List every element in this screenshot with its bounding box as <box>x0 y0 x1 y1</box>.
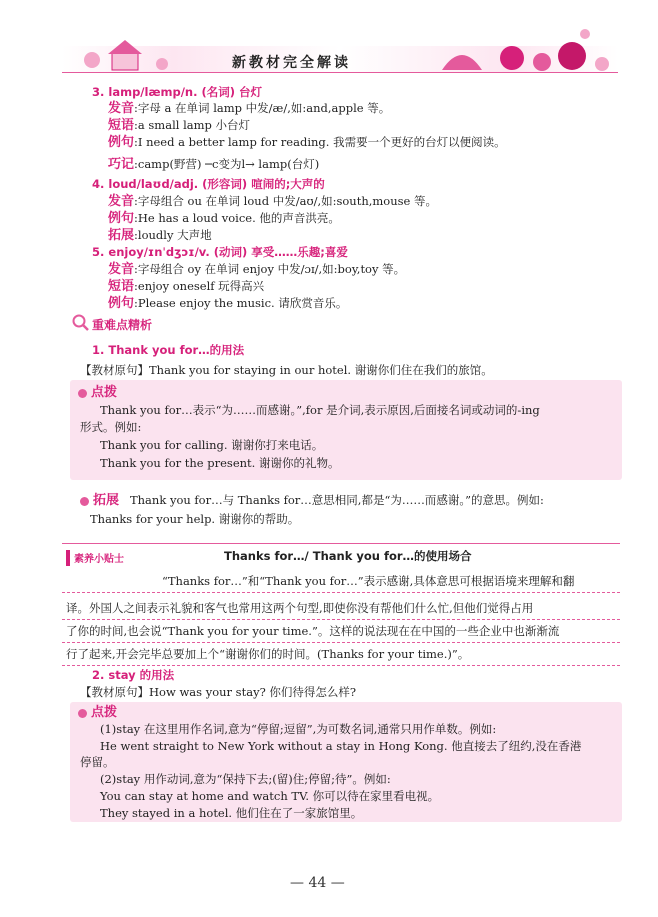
tip-line: (2)stay 用作动词,意为“保持下去;(留)住;停留;待”。例如: <box>100 772 391 786</box>
tip-line: Thank you for calling. 谢谢你打来电话。 <box>100 438 324 452</box>
vocab-line: 例句:Please enjoy the music. 请欣赏音乐。 <box>108 296 348 311</box>
tip-line: He went straight to New York without a stay in Hong Kong. 他直接去了纽约,没在香港 <box>100 739 582 753</box>
literacy-line: “Thanks for…”和“Thank you for…”表示感谢,具体意思可根据语境来理解和翻 <box>162 574 575 588</box>
dashed-rule <box>62 592 620 593</box>
point1-source: 【教材原句】Thank you for staying in our hotel. 谢谢你们住在我们的旅馆。 <box>80 363 493 377</box>
tip-box-2 <box>70 702 622 822</box>
ext-line-1: 拓展 Thank you for…与 Thanks for…意思相同,都是“为……而感谢。”的意思。例如: <box>80 492 544 509</box>
literacy-title: Thanks for…/ Thank you for…的使用场合 <box>224 549 472 563</box>
tip-line: (1)stay 在这里用作名词,意为“停留;逗留”,为可数名词,通常只用作单数。例如: <box>100 722 497 736</box>
point2-title: 2. stay 的用法 <box>92 668 175 682</box>
vocab-line: 例句:I need a better lamp for reading. 我需要一个更好的台灯以便阅读。 <box>108 135 506 150</box>
tip-label-1: 点拨 <box>78 384 117 401</box>
page-number: — 44 — <box>290 875 345 891</box>
literacy-badge: 素养小贴士 <box>66 550 132 566</box>
tip-label-2: 点拨 <box>78 704 117 721</box>
vocab-line: 巧记:camp(野营) ─c变为l→ lamp(台灯) <box>108 157 320 172</box>
tip-line: Thank you for…表示“为……而感谢。”,for 是介词,表示原因,后面接名词或动词的-ing <box>100 403 540 417</box>
vocab-line: 发音:字母 a 在单词 lamp 中发/æ/,如:and,apple 等。 <box>108 101 391 116</box>
point1-title: 1. Thank you for…的用法 <box>92 343 245 357</box>
dashed-rule <box>62 619 620 620</box>
vocab-line: 例句:He has a loud voice. 他的声音洪亮。 <box>108 211 340 226</box>
vocab-head-3: 3. lamp/læmp/n. (名词) 台灯 <box>92 85 262 99</box>
literacy-line: 了你的时间,也会说“Thank you for your time.”。这样的说法现在在中国的一些企业中也渐渐流 <box>66 624 560 638</box>
tip-line: Thank you for the present. 谢谢你的礼物。 <box>100 456 340 470</box>
tip-line: 形式。例如: <box>80 420 142 434</box>
literacy-line: 行了起来,开会完毕总要加上个“谢谢你们的时间。(Thanks for your time.)”。 <box>66 647 470 661</box>
tip-line: 停留。 <box>80 755 115 769</box>
vocab-line: 短语:enjoy oneself 玩得高兴 <box>108 279 265 294</box>
dashed-rule <box>62 665 620 666</box>
vocab-line: 发音:字母组合 ou 在单词 loud 中发/aʊ/,如:south,mouse 等。 <box>108 194 437 209</box>
vocab-head-4: 4. loud/laʊd/adj. (形容词) 喧闹的;大声的 <box>92 177 325 191</box>
vocab-head-5: 5. enjoy/ɪnˈdʒɔɪ/v. (动词) 享受……乐趣;喜爱 <box>92 245 348 259</box>
vocab-line: 拓展:loudly 大声地 <box>108 228 212 243</box>
point2-source: 【教材原句】How was your stay? 你们待得怎么样? <box>80 685 357 699</box>
vocab-line: 短语:a small lamp 小台灯 <box>108 118 251 133</box>
tip-line: They stayed in a hotel. 他们住在了一家旅馆里。 <box>100 806 363 820</box>
header-title: 新教材完全解读 <box>232 55 351 71</box>
magnifier-icon <box>72 314 90 332</box>
ext-line-2: Thanks for your help. 谢谢你的帮助。 <box>90 512 300 526</box>
tip-line: You can stay at home and watch TV. 你可以待在家里看电视。 <box>100 789 440 803</box>
literacy-top-rule <box>62 543 620 544</box>
vocab-line: 发音:字母组合 oy 在单词 enjoy 中发/ɔɪ/,如:boy,toy 等。 <box>108 262 406 277</box>
section-title: 重难点精析 <box>92 318 153 332</box>
literacy-line: 译。外国人之间表示礼貌和客气也常用这两个句型,即使你没有帮他们什么忙,但他们觉得占用 <box>66 601 534 615</box>
dashed-rule <box>62 642 620 643</box>
